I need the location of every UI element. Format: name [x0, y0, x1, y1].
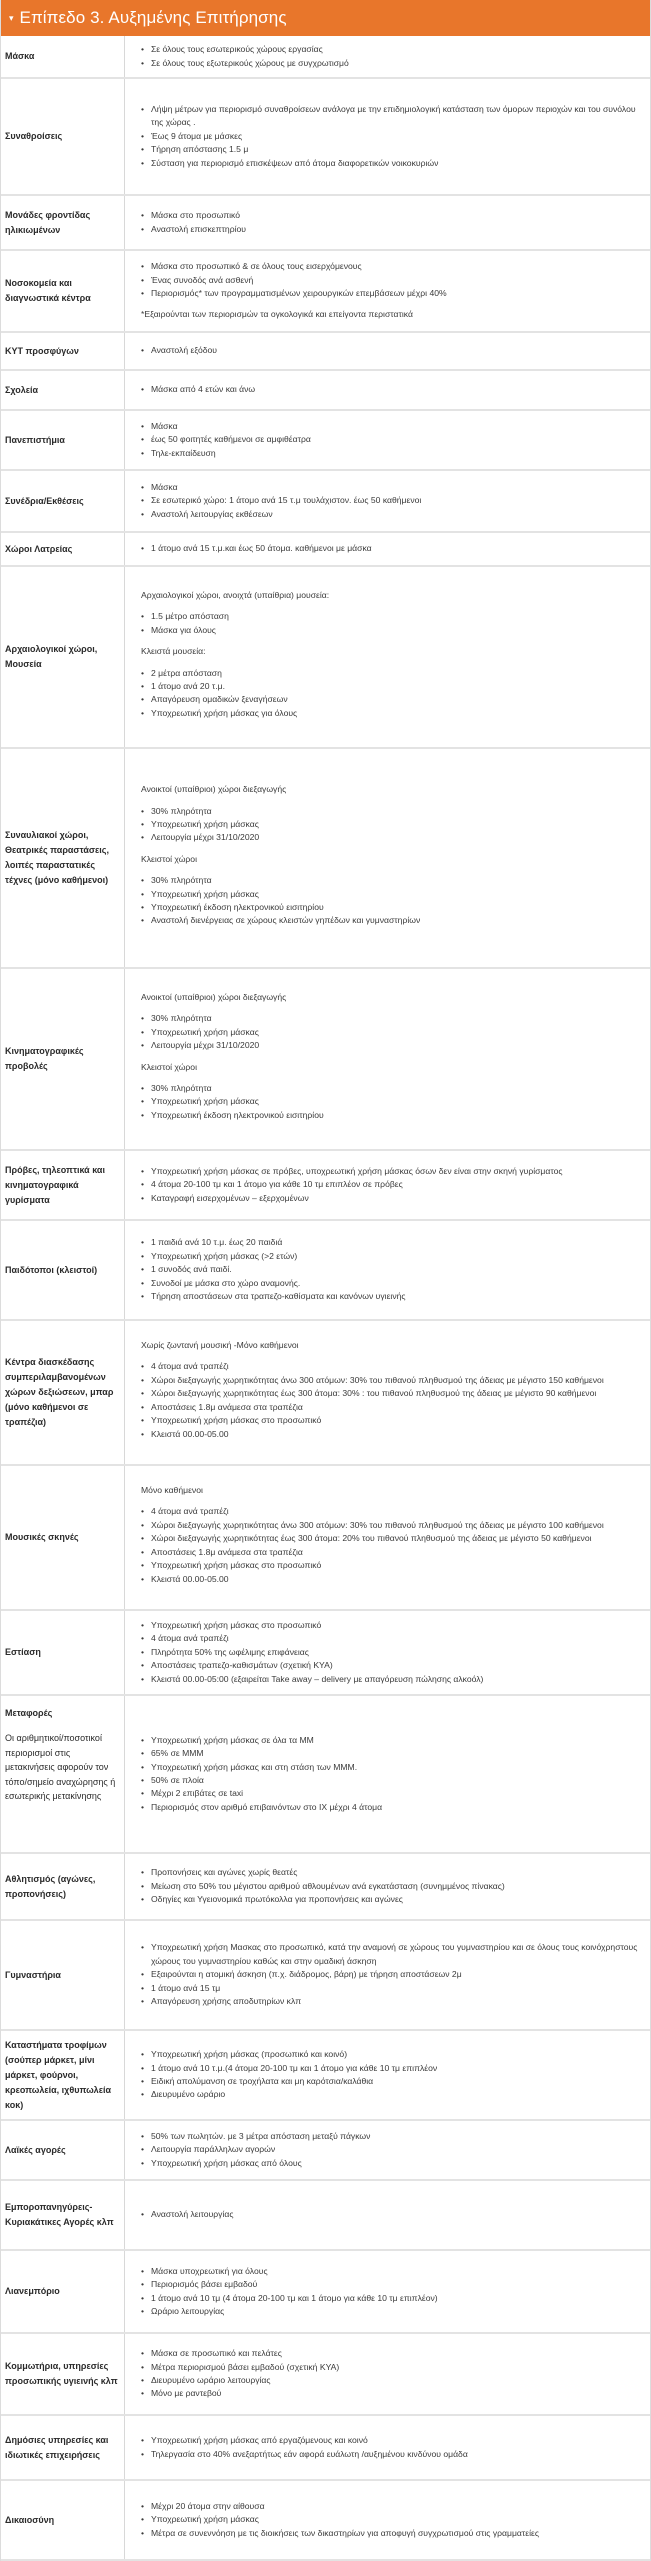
list-item: • 2 μέτρα απόσταση: [141, 667, 642, 680]
row-label-cell: [1, 2415, 125, 2480]
row-label-cell: [1, 1320, 125, 1465]
measure-list: [141, 805, 642, 845]
table-row: [1, 332, 650, 370]
list-item: • Αναστολή λειτουργίας: [141, 2208, 642, 2221]
measure-list: [141, 2130, 642, 2170]
measure-list: [141, 2265, 642, 2319]
list-item: • Υποχρεωτική έκδοση ηλεκτρονικού εισιτηρίου: [141, 901, 642, 914]
list-item: • Υποχρεωτική χρήση μάσκας σε πρόβες, υποχρεωτική χρήση μάσκας όσων δεν είναι στην σκηνή γυρίσματος: [141, 1165, 642, 1178]
measure-list: [141, 1505, 642, 1585]
panel-title: Επίπεδο 3. Αυξημένης Επιτήρησης: [19, 8, 287, 27]
row-label: Εστίαση: [5, 1647, 41, 1657]
list-item: • Υποχρεωτική χρήση μάσκας και στη στάση των ΜΜΜ.: [141, 1761, 642, 1774]
list-item: • Ωράριο λειτουργίας: [141, 2305, 642, 2318]
row-label: Κομμωτήρια, υπηρεσίες προσωπικής υγιεινής κλπ: [5, 2361, 118, 2386]
measure-list: [141, 610, 642, 637]
list-item: • 1 παιδιά ανά 10 τ.μ. έως 20 παιδιά: [141, 1236, 642, 1249]
list-item: • Χώροι διεξαγωγής χωρητικότητας άνω 300 ατόμων: 30% του πιθανού πληθυσμού της άδειας με μέγιστο 150 καθήμενοι: [141, 1374, 642, 1387]
row-label-cell: [1, 532, 125, 566]
table-row: [1, 2120, 650, 2180]
list-item: • Λήψη μέτρων για περιορισμό συναθροίσεων ανάλογα με την επιδημιολογική κατάσταση των όμορων περιοχών και του συνόλου της χώρας .: [141, 103, 642, 130]
list-item: • Υποχρεωτική χρήση μάσκας στο προσωπικό: [141, 1619, 642, 1632]
list-item: • Περιορισμός στον αριθμό επιβαινόντων στο ΙΧ μέχρι 4 άτομα: [141, 1801, 642, 1814]
list-item: • Οδηγίες και Υγειονομικά πρωτόκολλα για προπονήσεις και αγώνες: [141, 1893, 642, 1906]
row-label: Νοσοκομεία και διαγνωστικά κέντρα: [5, 278, 91, 303]
measure-list: [141, 1360, 642, 1440]
row-label: Λαϊκές αγορές: [5, 2144, 66, 2155]
table-row: [1, 532, 650, 566]
subsection-heading: Κλειστοί χώροι: [141, 1061, 197, 1072]
measure-list: [141, 1236, 642, 1303]
table-row: [1, 2250, 650, 2333]
row-label-cell: [1, 2030, 125, 2120]
row-label: Κινηματογραφικές προβολές: [5, 1046, 84, 1071]
list-item: • Τήρηση αποστάσεων στα τραπεζο-καθίσματα και κανόνων υγιεινής: [141, 1290, 642, 1303]
list-item: • 50% σε πλοία: [141, 1774, 642, 1787]
measure-list: [141, 383, 642, 396]
row-content-cell: [125, 250, 651, 332]
row-label-cell: [1, 250, 125, 332]
list-item: • Περιορισμός* των προγραμματισμένων χειρουργικών επεμβάσεων μέχρι 40%: [141, 287, 642, 300]
measure-list: [141, 1082, 642, 1122]
measure-list: [141, 103, 642, 170]
row-label: Γυμναστήρια: [5, 1969, 61, 1980]
table-row: [1, 1150, 650, 1220]
row-label: Μονάδες φροντίδας ηλικιωμένων: [5, 209, 91, 235]
list-item: • 30% πληρότητα: [141, 805, 642, 818]
list-item: • 30% πληρότητα: [141, 1082, 642, 1095]
measure-list: [141, 1866, 642, 1906]
list-item: • Μάσκα σε προσωπικό και πελάτες: [141, 2347, 642, 2360]
row-content-cell: [125, 1920, 651, 2030]
row-label-cell: [1, 332, 125, 370]
row-label: Δημόσιες υπηρεσίες και ιδιωτικές επιχειρήσεις: [5, 2434, 109, 2460]
list-item: • Υποχρεωτική χρήση μάσκας από εργαζόμενους και κοινό: [141, 2434, 642, 2447]
list-item: • Λειτουργία μέχρι 31/10/2020: [141, 831, 642, 844]
measure-list: [141, 260, 642, 300]
list-item: • Κλειστά 00.00-05.00: [141, 1428, 642, 1441]
row-label: Χώροι Λατρείας: [5, 543, 73, 554]
list-item: • Υποχρεωτική χρήση μάσκας: [141, 1026, 642, 1039]
list-item: • Υποχρεωτική χρήση μάσκας σε όλα τα ΜΜ: [141, 1734, 642, 1747]
list-item: • Τηλεργασία στο 40% ανεξαρτήτως εάν αφορά ευάλωτη /αυξημένου κινδύνου ομάδα: [141, 2448, 642, 2461]
list-item: • Υποχρεωτική χρήση μάσκας: [141, 1095, 642, 1108]
list-item: • Υποχρεωτική έκδοση ηλεκτρονικού εισιτηρίου: [141, 1109, 642, 1122]
row-label-cell: [1, 36, 125, 78]
table-row: [1, 968, 650, 1150]
row-content-cell: [125, 1220, 651, 1320]
row-content-cell: [125, 470, 651, 532]
table-row: [1, 2480, 650, 2560]
list-item: • Χώροι διεξαγωγής χωρητικότητας άνω 300 ατόμων: 30% του πιθανού πληθυσμού της άδειας με μέγιστο 100 καθήμενοι: [141, 1519, 642, 1532]
list-item: • Μάσκα από 4 ετών και άνω: [141, 383, 642, 396]
list-item: • Αποστάσεις 1.8μ ανάμεσα στα τραπέζια: [141, 1401, 642, 1414]
row-label: Καταστήματα τροφίμων (σούπερ μάρκετ, μίνι μάρκετ, φούρνοι, κρεοπωλεία, ιχθυπωλεία κοκ): [5, 2039, 111, 2110]
list-item: • 30% πληρότητα: [141, 1012, 642, 1025]
table-row: [1, 748, 650, 968]
list-item: • 65% σε ΜΜΜ: [141, 1747, 642, 1760]
list-item: • 4 άτομα ανά τραπέζι: [141, 1632, 642, 1645]
row-content-cell: [125, 1320, 651, 1465]
list-item: • Σε όλους τους εξωτερικούς χώρους με συγχρωτισμό: [141, 57, 642, 70]
list-item: • Λειτουργία παράλληλων αγορών: [141, 2143, 642, 2156]
measure-list: [141, 874, 642, 928]
footnote: *Εξαιρούνται των περιορισμών τα ογκολογικά και επείγοντα περιστατικά: [141, 309, 413, 320]
row-label-cell: [1, 2180, 125, 2250]
row-content-cell: [125, 2180, 651, 2250]
row-label-cell: [1, 1150, 125, 1220]
row-label: Δικαιοσύνη: [5, 2514, 55, 2525]
table-row: [1, 1695, 650, 1853]
list-item: • Αναστολή επισκεπτηρίου: [141, 223, 642, 236]
list-item: • Λειτουργία μέχρι 31/10/2020: [141, 1039, 642, 1052]
row-content-cell: [125, 1150, 651, 1220]
table-row: [1, 36, 650, 78]
row-label-cell: [1, 968, 125, 1150]
measure-list: [141, 344, 642, 357]
measure-list: [141, 420, 642, 460]
list-item: • έως 50 φοιτητές καθήμενοι σε αμφιθέατρα: [141, 433, 642, 446]
list-item: • Υποχρεωτική χρήση μάσκας: [141, 888, 642, 901]
row-label: Σχολεία: [5, 384, 39, 395]
row-label-cell: [1, 410, 125, 470]
row-label-cell: [1, 1610, 125, 1695]
measure-list: [141, 43, 642, 70]
row-label-cell: [1, 370, 125, 410]
measures-table: [1, 36, 650, 2561]
list-item: • Απαγόρευση ομαδικών ξεναγήσεων: [141, 693, 642, 706]
list-item: • 1.5 μέτρο απόσταση: [141, 610, 642, 623]
row-content-cell: [125, 2250, 651, 2333]
row-content-cell: [125, 1465, 651, 1610]
row-content-cell: [125, 332, 651, 370]
caret-down-icon[interactable]: ▾: [9, 13, 14, 23]
list-item: • Μόνο με ραντεβού: [141, 2387, 642, 2400]
table-row: [1, 1465, 650, 1610]
row-label: Κέντρα διασκέδασης συμπεριλαμβανομένων χώρων δεξιώσεων, μπαρ (μόνο καθήμενοι σε τραπέζια): [5, 1357, 114, 1427]
subsection-heading: Κλειστοί χώροι: [141, 853, 197, 864]
measure-list: [141, 1619, 642, 1686]
list-item: • Σε όλους τους εσωτερικούς χώρους εργασίας: [141, 43, 642, 56]
subsection-heading: Αρχαιολογικοί χώροι, ανοιχτά (υπαίθρια) μουσεία:: [141, 589, 330, 600]
row-content-cell: [125, 370, 651, 410]
list-item: • 4 άτομα ανά τραπέζι: [141, 1505, 642, 1518]
list-item: • 4 άτομα ανά τραπέζι: [141, 1360, 642, 1373]
list-item: • Διευρυμένο ωράριο: [141, 2088, 642, 2101]
list-item: • Μέχρι 2 επιβάτες σε taxi: [141, 1787, 642, 1800]
row-content-cell: [125, 2120, 651, 2180]
list-item: • Υποχρεωτική χρήση Μασκας στο προσωπικό, κατά την αναμονή σε χώρους του γυμναστηρίου και σε όλους τους κοινόχρηστους χώρους του γυμναστηρίου καθώς και στην ομαδική άσκηση: [141, 1941, 642, 1968]
subsection-heading: Μόνο καθήμενοι: [141, 1485, 203, 1496]
row-label-cell: [1, 470, 125, 532]
measure-list: [141, 1941, 642, 2008]
row-content-cell: [125, 36, 651, 78]
list-item: • Σύσταση για περιορισμό επισκέψεων από άτομα διαφορετικών νοικοκυριών: [141, 157, 642, 170]
row-label: Συναυλιακοί χώροι, Θεατρικές παραστάσεις, λοιπές παραστατικές τέχνες (μόνο καθήμενοι): [5, 830, 109, 885]
row-label: Συναθροίσεις: [5, 131, 63, 141]
row-content-cell: [125, 2480, 651, 2560]
list-item: • Μάσκα υποχρεωτική για όλους: [141, 2265, 642, 2278]
list-item: • Υποχρεωτική χρήση μάσκας στο προσωπικό: [141, 1559, 642, 1572]
measure-list: [141, 2208, 642, 2221]
table-row: [1, 2333, 650, 2415]
list-item: • Μάσκα: [141, 420, 642, 433]
list-item: • 1 άτομο ανά 10 τμ (4 άτομα 20-100 τμ και 1 άτομο για κάθε 10 τμ επιπλέον): [141, 2292, 642, 2305]
table-row: [1, 195, 650, 250]
list-item: • Καταγραφή εισερχομένων – εξερχομένων: [141, 1192, 642, 1205]
row-label-cell: [1, 1853, 125, 1920]
list-item: • Αναστολή εξόδου: [141, 344, 642, 357]
row-label: Μουσικές σκηνές: [5, 1532, 79, 1542]
list-item: • Υποχρεωτική χρήση μάσκας για όλους: [141, 707, 642, 720]
measure-list: [141, 2500, 642, 2540]
accordion-header[interactable]: [1, 0, 650, 36]
list-item: • Υποχρεωτική χρήση μάσκας (προσωπικό και κοινό): [141, 2048, 642, 2061]
row-label-cell: [1, 1920, 125, 2030]
list-item: • Μάσκα στο προσωπικό: [141, 209, 642, 222]
row-label-cell: [1, 2250, 125, 2333]
row-content-cell: [125, 566, 651, 748]
list-item: • Υποχρεωτική χρήση μάσκας από όλους: [141, 2157, 642, 2170]
list-item: • Ειδική απολύμανση σε τροχήλατα και μη καρότσια/καλάθια: [141, 2075, 642, 2088]
list-item: • Μέχρι 20 άτομα στην αίθουσα: [141, 2500, 642, 2513]
list-item: • Σε εσωτερικό χώρο: 1 άτομο ανά 15 τ.μ τουλάχιστον. έως 50 καθήμενοι: [141, 494, 642, 507]
table-row: [1, 410, 650, 470]
list-item: • Υποχρεωτική χρήση μάσκας: [141, 2513, 642, 2526]
measure-list: [141, 2434, 642, 2461]
list-item: • Μείωση στο 50% του μέγιστου αριθμού αθλουμένων ανά εγκατάσταση (συνημμένος πίνακας): [141, 1880, 642, 1893]
row-label-cell: [1, 2333, 125, 2415]
measure-list: [141, 667, 642, 721]
table-row: [1, 1220, 650, 1320]
subsection-heading: Κλειστά μουσεία:: [141, 646, 206, 657]
row-label: Πρόβες, τηλεοπτικά και κινηματογραφικά γυρίσματα: [5, 1164, 105, 1205]
measure-list: [141, 481, 642, 521]
row-label: Μεταφορές: [5, 1708, 53, 1718]
row-content-cell: [125, 2030, 651, 2120]
row-label: Μάσκα: [5, 51, 35, 61]
list-item: • Υποχρεωτική χρήση μάσκας (>2 ετών): [141, 1250, 642, 1263]
row-label-cell: [1, 195, 125, 250]
list-item: • 1 άτομο ανά 20 τ.μ.: [141, 680, 642, 693]
measure-list: [141, 2347, 642, 2401]
list-item: • 1 συνοδός ανά παιδί.: [141, 1263, 642, 1276]
subsection-heading: Χωρίς ζωντανή μουσική -Μόνο καθήμενοι: [141, 1340, 299, 1351]
table-row: [1, 78, 650, 195]
list-item: • Μάσκα: [141, 481, 642, 494]
row-label: Λιανεμπόριο: [5, 2286, 60, 2296]
list-item: • Αποστάσεις 1.8μ ανάμεσα στα τραπέζια: [141, 1546, 642, 1559]
row-label-cell: [1, 2120, 125, 2180]
row-content-cell: [125, 1610, 651, 1695]
row-label-cell: [1, 566, 125, 748]
row-label: Συνέδρια/Εκθέσεις: [5, 495, 84, 506]
row-label: Εμποροπανηγύρεις-Κυριακάτικες Αγορές κλπ: [5, 2202, 114, 2227]
list-item: • Υποχρεωτική χρήση μάσκας: [141, 818, 642, 831]
table-row: [1, 1610, 650, 1695]
table-row: [1, 370, 650, 410]
measure-list: [141, 542, 642, 555]
list-item: • Διευρυμένο ωράριο λειτουργίας: [141, 2374, 642, 2387]
measure-list: [141, 1165, 642, 1205]
measure-list: [141, 1734, 642, 1814]
row-content-cell: [125, 2333, 651, 2415]
list-item: • Μέτρα σε συνεννόηση με τις διοικήσεις των δικαστηρίων για αποφυγή συγχρωτισμού στις γραμματείες: [141, 2527, 642, 2540]
table-row: [1, 1853, 650, 1920]
table-row: [1, 2180, 650, 2250]
list-item: • Συνοδοί με μάσκα στο χώρο αναμονής.: [141, 1277, 642, 1290]
list-item: • 1 άτομο ανά 15 τμ: [141, 1982, 642, 1995]
list-item: • Χώροι διεξαγωγής χωρητικότητας έως 300 άτομα: 20% του πιθανού πληθυσμού της άδειας με μέγιστο 50 καθήμενοι: [141, 1532, 642, 1545]
table-row: [1, 566, 650, 748]
table-row: [1, 1320, 650, 1465]
row-content-cell: [125, 78, 651, 195]
row-label-cell: [1, 2480, 125, 2560]
row-content-cell: [125, 1695, 651, 1853]
row-label: Παιδότοποι (κλειστοί): [5, 1264, 98, 1275]
table-row: [1, 2415, 650, 2480]
list-item: • Ένας συνοδός ανά ασθενή: [141, 274, 642, 287]
list-item: • Τήρηση απόστασης 1.5 μ: [141, 143, 642, 156]
row-content-cell: [125, 748, 651, 968]
subsection-heading: Ανοικτοί (υπαίθριοι) χώροι διεξαγωγής: [141, 784, 287, 795]
list-item: • Εξαιρούνται η ατομική άσκηση (π.χ. διάδρομος, βάρη) με τήρηση αποστάσεων 2μ: [141, 1968, 642, 1981]
row-label-cell: [1, 78, 125, 195]
row-label-cell: [1, 1465, 125, 1610]
list-item: • Χώροι διεξαγωγής χωρητικότητας έως 300 άτομα: 30% : του πιθανού πληθυσμού της άδειας με μέγιστο 90 καθήμενοι: [141, 1387, 642, 1400]
row-content-cell: [125, 2415, 651, 2480]
list-item: • Υποχρεωτική χρήση μάσκας στο προσωπικό: [141, 1414, 642, 1427]
list-item: • Έως 9 άτομα με μάσκες: [141, 130, 642, 143]
table-row: [1, 250, 650, 332]
row-content-cell: [125, 195, 651, 250]
list-item: • Κλειστά 00.00-05.00: [141, 1573, 642, 1586]
table-row: [1, 470, 650, 532]
row-label-cell: [1, 748, 125, 968]
measure-list: [141, 1012, 642, 1052]
list-item: • Αναστολή διενέργειας σε χώρους κλειστών γηπέδων και γυμναστηρίων: [141, 914, 642, 927]
row-content-cell: [125, 532, 651, 566]
measure-list: [141, 2048, 642, 2102]
subsection-heading: Ανοικτοί (υπαίθριοι) χώροι διεξαγωγής: [141, 991, 287, 1002]
list-item: • Τηλε-εκπαίδευση: [141, 447, 642, 460]
measure-list: [141, 209, 642, 236]
list-item: • 30% πληρότητα: [141, 874, 642, 887]
list-item: • Αποστάσεις τραπεζο-καθισμάτων (σχετική ΚΥΑ): [141, 1659, 642, 1672]
table-row: [1, 2030, 650, 2120]
row-label: Πανεπιστήμια: [5, 434, 65, 445]
list-item: • Μάσκα για όλους: [141, 624, 642, 637]
list-item: • Απαγόρευση χρήσης αποδυτηρίων κλπ: [141, 1995, 642, 2008]
row-content-cell: [125, 410, 651, 470]
row-label-note: Οι αριθμητικοί/ποσοτικοί περιορισμοί στις μετακινήσεις αφορούν τον τόπο/σημείο αναχώρησης ή εσωτερικής μετακίνησης: [5, 1733, 116, 1801]
list-item: • Αναστολή λειτουργίας εκθέσεων: [141, 508, 642, 521]
list-item: • Πληρότητα 50% της ωφέλιμης επιφάνειας: [141, 1646, 642, 1659]
list-item: • 1 άτομο ανά 15 τ.μ.και έως 50 άτομα. καθήμενοι με μάσκα: [141, 542, 642, 555]
row-content-cell: [125, 968, 651, 1150]
row-label: Αθλητισμός (αγώνες, προπονήσεις): [5, 1873, 96, 1899]
list-item: • Προπονήσεις και αγώνες χωρίς θεατές: [141, 1866, 642, 1879]
row-content-cell: [125, 1853, 651, 1920]
row-label-cell: [1, 1695, 125, 1853]
table-row: [1, 1920, 650, 2030]
list-item: • 1 άτομο ανά 10 τ.μ.(4 άτομα 20-100 τμ και 1 άτομο για κάθε 10 τμ επιπλέον: [141, 2062, 642, 2075]
row-label-cell: [1, 1220, 125, 1320]
list-item: • Μέτρα περιορισμού βάσει εμβαδού (σχετική ΚΥΑ): [141, 2361, 642, 2374]
list-item: • 50% των πωλητών. με 3 μέτρα απόσταση μεταξύ πάγκων: [141, 2130, 642, 2143]
list-item: • Περιορισμός βάσει εμβαδού: [141, 2278, 642, 2291]
row-label: Αρχαιολογικοί χώροι, Μουσεία: [5, 644, 98, 669]
row-label: ΚΥΤ προσφύγων: [5, 345, 79, 356]
list-item: • Κλειστά 00.00-05:00 (εξαιρείται Take away – delivery με απαγόρευση πώλησης αλκοόλ): [141, 1673, 642, 1686]
list-item: • Μάσκα στο προσωπικό & σε όλους τους εισερχόμενους: [141, 260, 642, 273]
list-item: • 4 άτομα 20-100 τμ και 1 άτομο για κάθε 10 τμ επιπλέον σε πρόβες: [141, 1178, 642, 1191]
